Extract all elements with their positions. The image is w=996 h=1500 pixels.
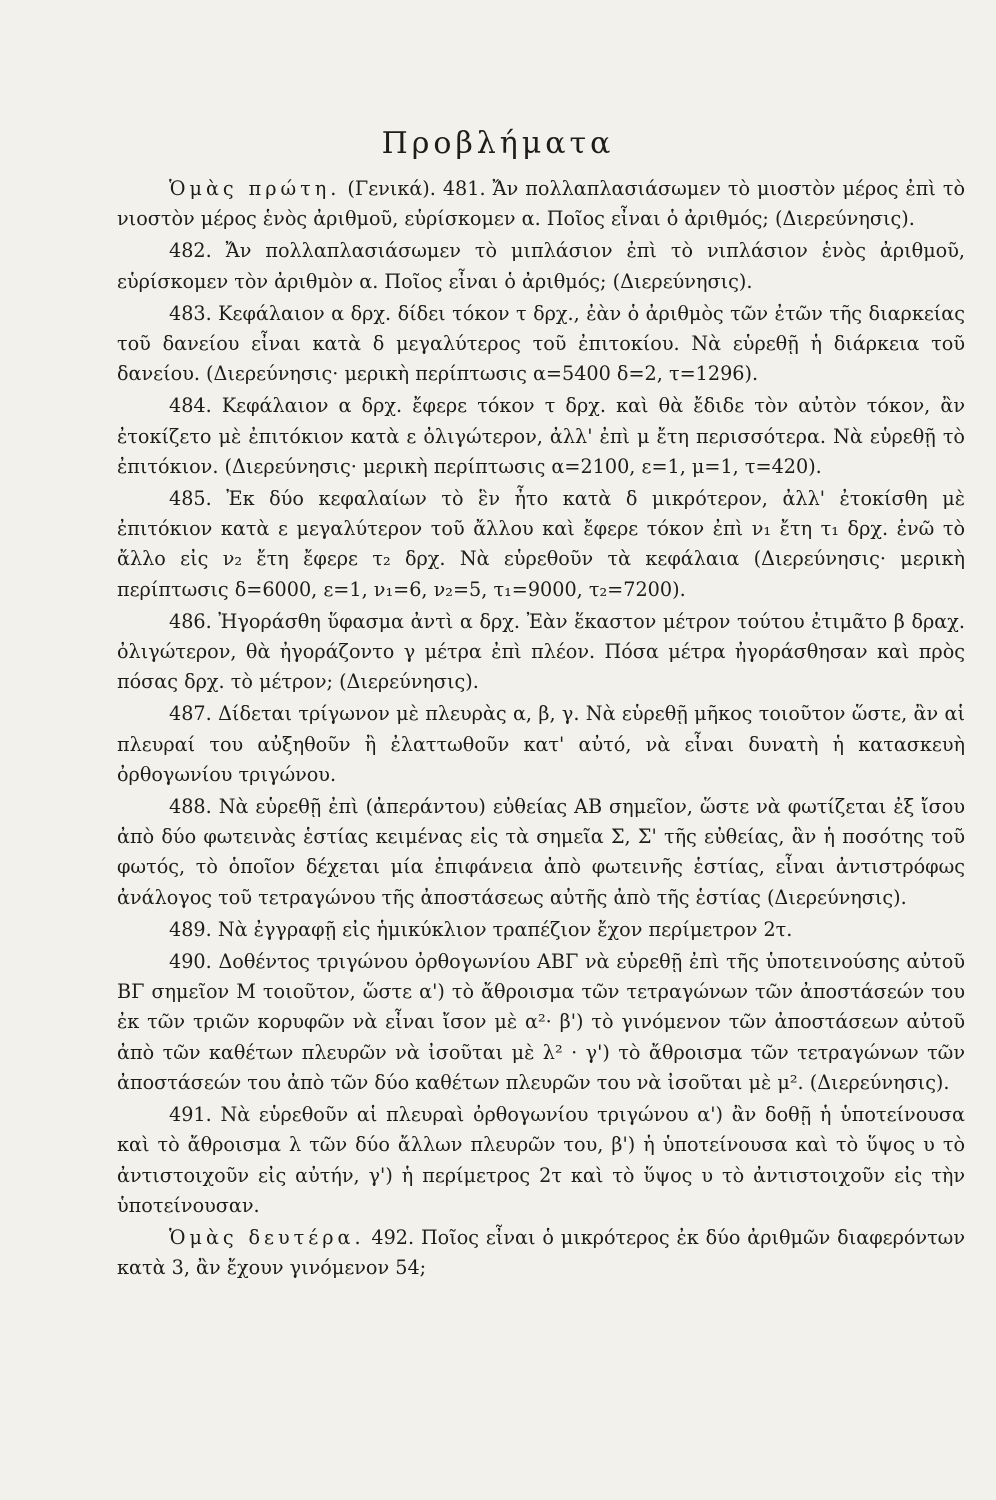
paragraph-488: 488. Νὰ εὑρεθῇ ἐπὶ (ἀπεράντου) εὐθείας ΑΒ σημεῖον, ὥστε νὰ φωτίζεται ἐξ ἴσου ἀπὸ δύο φωτεινὰς ἑστίας κειμένας εἰς τὰ σημεῖα Σ, Σ' τῆς εὐθείας, ἂν ἡ ποσότης τοῦ φωτός, τὸ ὁποῖον δέχεται μία ἐπιφάνεια ἀπὸ φωτεινῆς ἑστίας, εἶναι ἀντιστρόφως ἀνάλογος τοῦ τετραγώνου τῆς ἀποστάσεως αὐτῆς ἀπὸ τῆς ἑστίας (Διερεύνησις).: [117, 795, 965, 909]
paragraph-485: 485. Ἐκ δύο κεφαλαίων τὸ ἓν ἦτο κατὰ δ μικρότερον, ἀλλ' ἐτοκίσθη μὲ ἐπιτόκιον κατὰ ε μεγαλύτερον τοῦ ἄλλου καὶ ἔφερε τόκον ἐπὶ ν₁ ἔτη τ₁ δρχ. ἐνῶ τὸ ἄλλο εἰς ν₂ ἔτη ἔφερε τ₂ δρχ. Νὰ εὑρεθοῦν τὰ κεφάλαια (Διερεύνησις· μερικὴ περίπτωσις δ=6000, ε=1, ν₁=6, ν₂=5, τ₁=9000, τ₂=7200).: [117, 487, 965, 601]
group-label: Ὁμὰς πρώτη.: [169, 177, 341, 200]
paragraph-487: 487. Δίδεται τρίγωνον μὲ πλευρὰς α, β, γ. Νὰ εὑρεθῇ μῆκος τοιοῦτον ὥστε, ἂν αἱ πλευραί του αὐξηθοῦν ἢ ἐλαττωθοῦν κατ' αὐτό, νὰ εἶναι δυνατὴ ἡ κατασκευὴ ὀρθογωνίου τριγώνου.: [117, 702, 965, 786]
paragraph-490: 490. Δοθέντος τριγώνου ὀρθογωνίου ΑΒΓ νὰ εὑρεθῇ ἐπὶ τῆς ὑποτεινούσης αὐτοῦ ΒΓ σημεῖον Μ τοιοῦτον, ὥστε α') τὸ ἄθροισμα τῶν τετραγώνων τῶν ἀποστάσεών του ἐκ τῶν τριῶν κορυφῶν νὰ εἶναι ἴσον μὲ α²· β') τὸ γινόμενον τῶν ἀποστάσεων αὐτοῦ ἀπὸ τῶν καθέτων πλευρῶν νὰ ἰσοῦται μὲ λ² · γ') τὸ ἄθροισμα τῶν τετραγώνων τῶν ἀποστάσεών του ἀπὸ τῶν δύο καθέτων πλευρῶν του νὰ ἰσοῦται μὲ μ². (Διερεύνησις).: [117, 950, 965, 1094]
paragraph-483: 483. Κεφάλαιον α δρχ. δίδει τόκον τ δρχ., ἐὰν ὁ ἀριθμὸς τῶν ἐτῶν τῆς διαρκείας τοῦ δανείου εἶναι κατὰ δ μεγαλύτερος τοῦ ἐπιτοκίου. Νὰ εὑρεθῇ ἡ διάρκεια τοῦ δανείου. (Διερεύνησις· μερικὴ περίπτωσις α=5400 δ=2, τ=1296).: [117, 301, 965, 386]
problems-text: [117, 174, 965, 1283]
paragraph-489: 489. Νὰ ἐγγραφῇ εἰς ἡμικύκλιον τραπέζιον ἔχον περίμετρον 2τ.: [169, 917, 793, 941]
page-title: Προβλήματα: [381, 126, 615, 161]
group-label: Ὁμὰς δευτέρα.: [169, 1225, 365, 1249]
paragraph-481: [117, 174, 965, 234]
paragraph-486: 486. Ἠγοράσθη ὕφασμα ἀντὶ α δρχ. Ἐὰν ἕκαστον μέτρον τούτου ἐτιμᾶτο β δραχ. ὀλιγώτερον, θὰ ἠγοράζοντο γ μέτρα ἐπὶ πλέον. Πόσα μέτρα ἠγοράσθησαν καὶ πρὸς πόσας δρχ. τὸ μέτρον; (Διερεύνησις).: [117, 609, 965, 694]
paragraph-491: 491. Νὰ εὑρεθοῦν αἱ πλευραὶ ὀρθογωνίου τριγώνου α') ἂν δοθῇ ἡ ὑποτείνουσα καὶ τὸ ἄθροισμα λ τῶν δύο ἄλλων πλευρῶν του, β') ἡ ὑποτείνουσα καὶ τὸ ὕψος υ τὸ ἀντιστοιχοῦν εἰς αὐτήν, γ') ἡ περίμετρος 2τ καὶ τὸ ὕψος υ τὸ ἀντιστοιχοῦν εἰς τὴν ὑποτείνουσαν.: [117, 1103, 965, 1217]
paragraph-text: 492. Ποῖος εἶναι ὁ μικρότερος ἐκ δύο ἀριθμῶν διαφερόντων κατὰ 3, ἂν ἔχουν γινόμενον 54;: [117, 1225, 965, 1280]
paragraph-484: 484. Κεφάλαιον α δρχ. ἔφερε τόκον τ δρχ. καὶ θὰ ἔδιδε τὸν αὐτὸν τόκον, ἂν ἐτοκίζετο μὲ ἐπιτόκιον κατὰ ε ὀλιγώτερον, ἀλλ' ἐπὶ μ ἔτη περισσότερα. Νὰ εὑρεθῇ τὸ ἐπιτόκιον. (Διερεύνησις· μερικὴ περίπτωσις α=2100, ε=1, μ=1, τ=420).: [117, 394, 965, 478]
paragraph-text: (Γενικά). 481. Ἄν πολλαπλασιάσωμεν τὸ μιοστὸν μέρος ἐπὶ τὸ νιοστὸν μέρος ἑνὸς ἀριθμοῦ, εὑρίσκομεν α. Ποῖος εἶναι ὁ ἀριθμός; (Διερεύνησις).: [117, 177, 966, 231]
paragraph-492: [117, 1223, 965, 1283]
paragraph-482: 482. Ἄν πολλαπλασιάσωμεν τὸ μιπλάσιον ἐπὶ τὸ νιπλάσιον ἑνὸς ἀριθμοῦ, εὑρίσκομεν τὸν ἀριθμὸν α. Ποῖος εἶναι ὁ ἀριθμός; (Διερεύνησις).: [117, 239, 965, 293]
